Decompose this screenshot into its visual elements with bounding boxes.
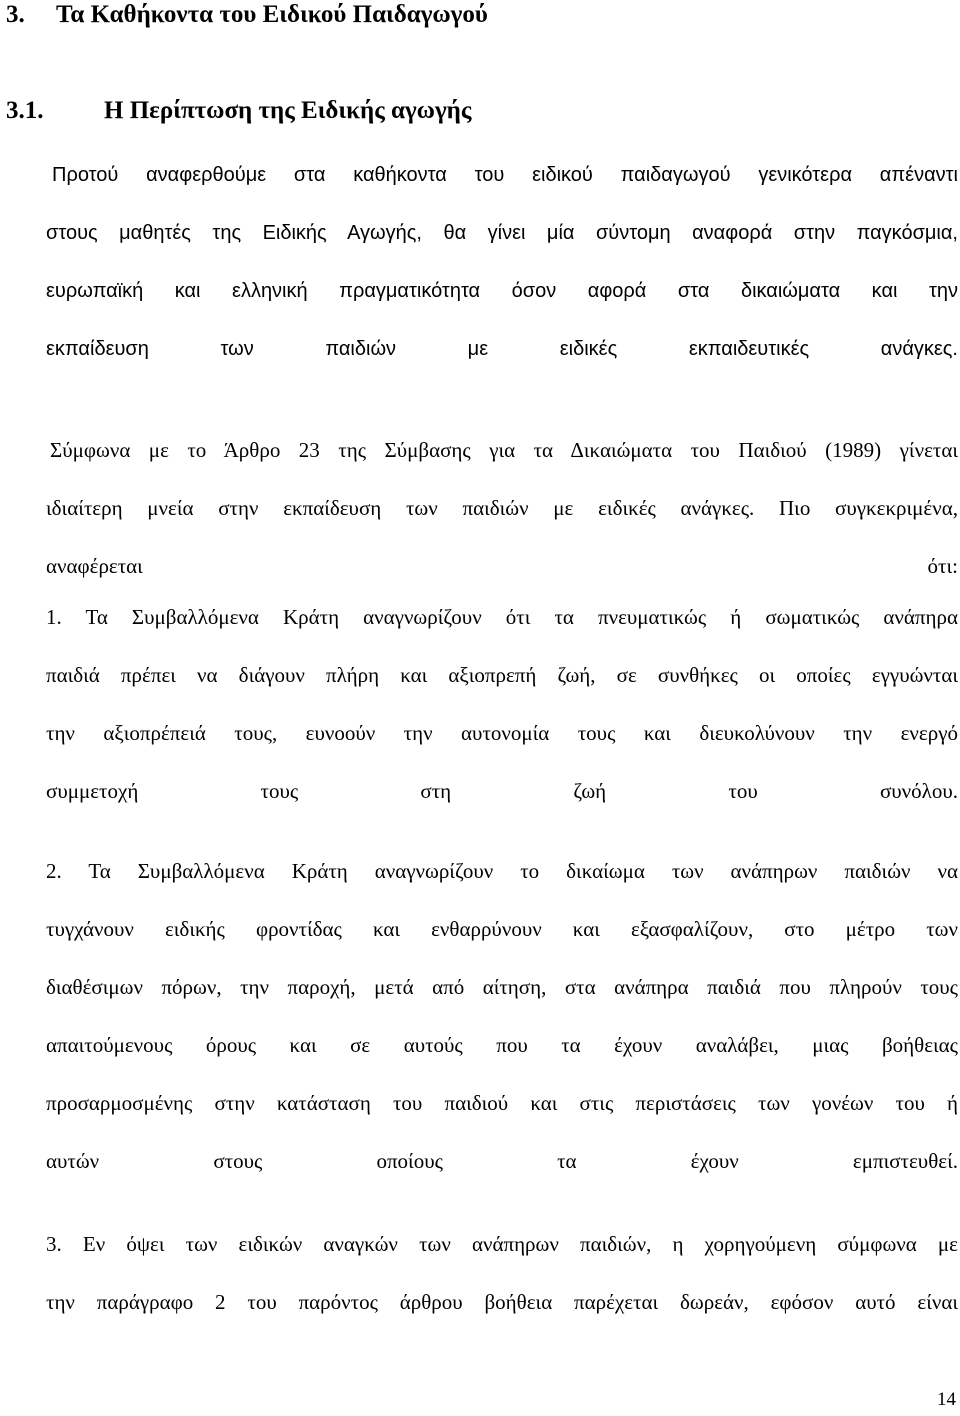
text-line: παιδιά πρέπει να διάγουν πλήρη και αξιοπρεπή ζωή, σε συνθήκες οι οποίες εγγυώνται (46, 663, 958, 687)
intro-paragraph (46, 155, 958, 387)
chapter-title: Τα Καθήκοντα του Ειδικού Παιδαγωγού (56, 1, 488, 28)
article-item-3 (46, 1224, 958, 1340)
text-line: 3. Εν όψει των ειδικών αναγκών των ανάπηρων παιδιών, η χορηγούμενη σύμφωνα με (46, 1232, 958, 1256)
text-line: 1. Τα Συμβαλλόμενα Κράτη αναγνωρίζουν ότι τα πνευματικώς ή σωματικώς ανάπηρα (46, 605, 958, 629)
text-line: την παράγραφο 2 του παρόντος άρθρου βοήθεια παρέχεται δωρεάν, εφόσον αυτό είναι (46, 1290, 958, 1314)
page-number: 14 (937, 1389, 956, 1410)
text-line: ευρωπαϊκή και ελληνική πραγματικότητα όσον αφορά στα δικαιώματα και την (46, 280, 958, 302)
text-line: αυτών στους οποίους τα έχουν εμπιστευθεί. (46, 1149, 958, 1173)
section-number: 3.1. (6, 97, 44, 124)
article-item-1 (46, 597, 958, 829)
text-line: διαθέσιμων πόρων, την παροχή, μετά από αίτηση, στα ανάπηρα παιδιά που πληρούν τους (46, 975, 958, 999)
convention-paragraph (46, 430, 958, 604)
text-line: συμμετοχή τους στη ζωή του συνόλου. (46, 779, 958, 803)
text-line: τυγχάνουν ειδικής φροντίδας και ενθαρρύνουν και εξασφαλίζουν, στο μέτρο των (46, 917, 958, 941)
text-line: απαιτούμενους όρους και σε αυτούς που τα έχουν αναλάβει, μιας βοήθειας (46, 1033, 958, 1057)
section-title: Η Περίπτωση της Ειδικής αγωγής (104, 97, 472, 124)
text-line: ιδιαίτερη μνεία στην εκπαίδευση των παιδιών με ειδικές ανάγκες. Πιο συγκεκριμένα, (46, 496, 958, 520)
text-line: αναφέρεται ότι: (46, 554, 958, 578)
chapter-number: 3. (6, 1, 25, 28)
text-line: Προτού αναφερθούμε στα καθήκοντα του ειδικού παιδαγωγού γενικότερα απέναντι (52, 164, 958, 186)
article-item-2 (46, 851, 958, 1199)
text-line: εκπαίδευση των παιδιών με ειδικές εκπαιδευτικές ανάγκες. (46, 338, 958, 360)
text-line: προσαρμοσμένης στην κατάσταση του παιδιού και στις περιστάσεις των γονέων του ή (46, 1091, 958, 1115)
text-line: Σύμφωνα με το Άρθρο 23 της Σύμβασης για τα Δικαιώματα του Παιδιού (1989) γίνεται (50, 438, 958, 462)
text-line: 2. Τα Συμβαλλόμενα Κράτη αναγνωρίζουν το δικαίωμα των ανάπηρων παιδιών να (46, 859, 958, 883)
text-line: στους μαθητές της Ειδικής Αγωγής, θα γίνει μία σύντομη αναφορά στην παγκόσμια, (46, 222, 958, 244)
text-line: την αξιοπρέπειά τους, ευνοούν την αυτονομία τους και διευκολύνουν την ενεργό (46, 721, 958, 745)
